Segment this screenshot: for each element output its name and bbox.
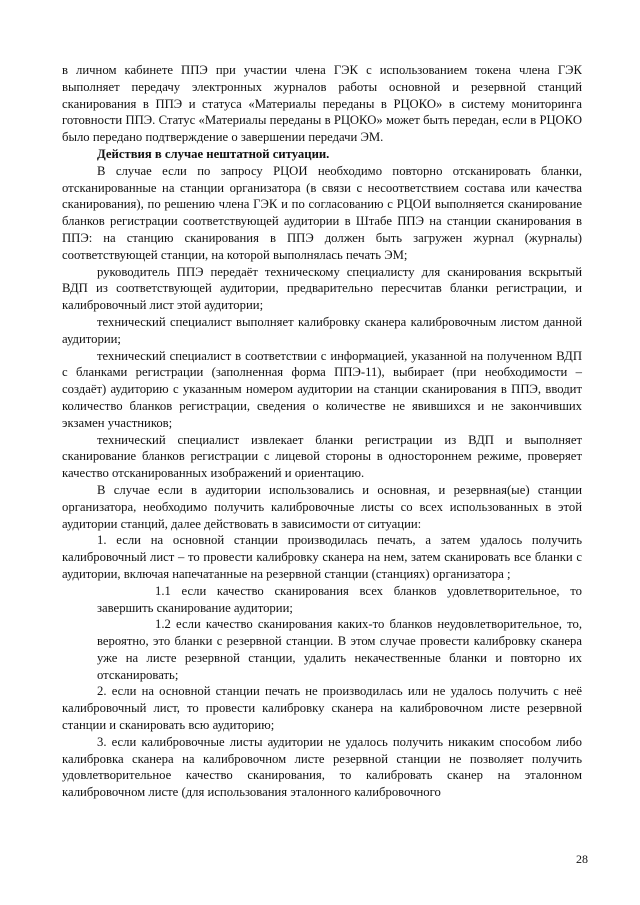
numbered-subitem: 1.2 если качество сканирования каких-то бланков неудовлетворительное, то, вероятно, это бланки с резервной станции. В этом случае провести калибровку сканера уже на листе резервной станции, удалить некачественные бланки и повторно их отсканировать;: [97, 617, 582, 682]
document-body: [62, 62, 582, 801]
numbered-subitem: 1.1 если качество сканирования всех бланков удовлетворительное, то завершить сканирование аудитории;: [97, 583, 582, 615]
paragraph: технический специалист извлекает бланки регистрации из ВДП и выполняет сканирование бланков регистрации с лицевой стороны в одностороннем режиме, проверяет качество отсканированных изображений и ориентацию.: [62, 432, 582, 481]
paragraph: в личном кабинете ППЭ при участии члена ГЭК с использованием токена члена ГЭК выполняет передачу электронных журналов работы основной и резервной станций сканирования в ППЭ и статуса «Материалы переданы в РЦОКО» в систему мониторинга готовности ППЭ. Статус «Материалы переданы в РЦОКО» может быть передан, если в РЦОКО было передано подтверждение о завершении передачи ЭМ.: [62, 63, 582, 145]
page-number: 28: [576, 852, 588, 866]
numbered-item: 3. если калибровочные листы аудитории не удалось получить никаким способом либо калибровка сканера на калибровочном листе резервной станции не позволяет получить удовлетворительное качество сканирования, то калибровать сканер на эталонном калибровочном листе (для использования эталонного калибровочного: [62, 734, 582, 800]
numbered-item: 1. если на основной станции производилась печать, а затем удалось получить калибровочный лист – то провести калибровку сканера на нем, затем сканировать все бланки с аудитории, включая напечатанные на резервной станции (станциях) организатора ;: [62, 533, 582, 581]
paragraph: В случае если по запросу РЦОИ необходимо повторно отсканировать бланки, отсканированные на станции организатора (в связи с несоответствием состава или качества сканирования), по решению члена ГЭК и по согласованию с РЦОИ выполняется сканирование бланков регистрации соответствующей аудитории в Штабе ППЭ на станции сканирования в ППЭ: на станцию сканирования в ППЭ должен быть загружен журнал (журналы) соответствующей станции, на которой выполнялась печать ЭМ;: [62, 163, 582, 262]
paragraph: В случае если в аудитории использовались и основная, и резервная(ые) станции организатора, необходимо получить калибровочные листы со всех использованных в этой аудитории станций, далее действовать в зависимости от ситуации:: [62, 482, 582, 531]
paragraph: технический специалист в соответствии с информацией, указанной на полученном ВДП с бланками регистрации (заполненная форма ППЭ-11), выбирает (при необходимости – создаёт) аудиторию с указанным номером аудитории на станции сканирования в ППЭ, вводит количество бланков регистрации, сведения о количестве не явившихся и не закончивших экзамен участников;: [62, 348, 582, 430]
numbered-item: 2. если на основной станции печать не производилась или не удалось получить с неё калибровочный лист, то провести калибровку сканера на калибровочном листе резервной станции и сканировать всю аудиторию;: [62, 684, 582, 733]
paragraph: технический специалист выполняет калибровку сканера калибровочным листом данной аудитории;: [62, 314, 582, 346]
paragraph: руководитель ППЭ передаёт техническому специалисту для сканирования вскрытый ВДП из соответствующей аудитории, предварительно пересчитав бланки регистрации, и калибровочный лист этой аудитории;: [62, 264, 582, 313]
section-heading: Действия в случае нештатной ситуации.: [97, 146, 330, 161]
